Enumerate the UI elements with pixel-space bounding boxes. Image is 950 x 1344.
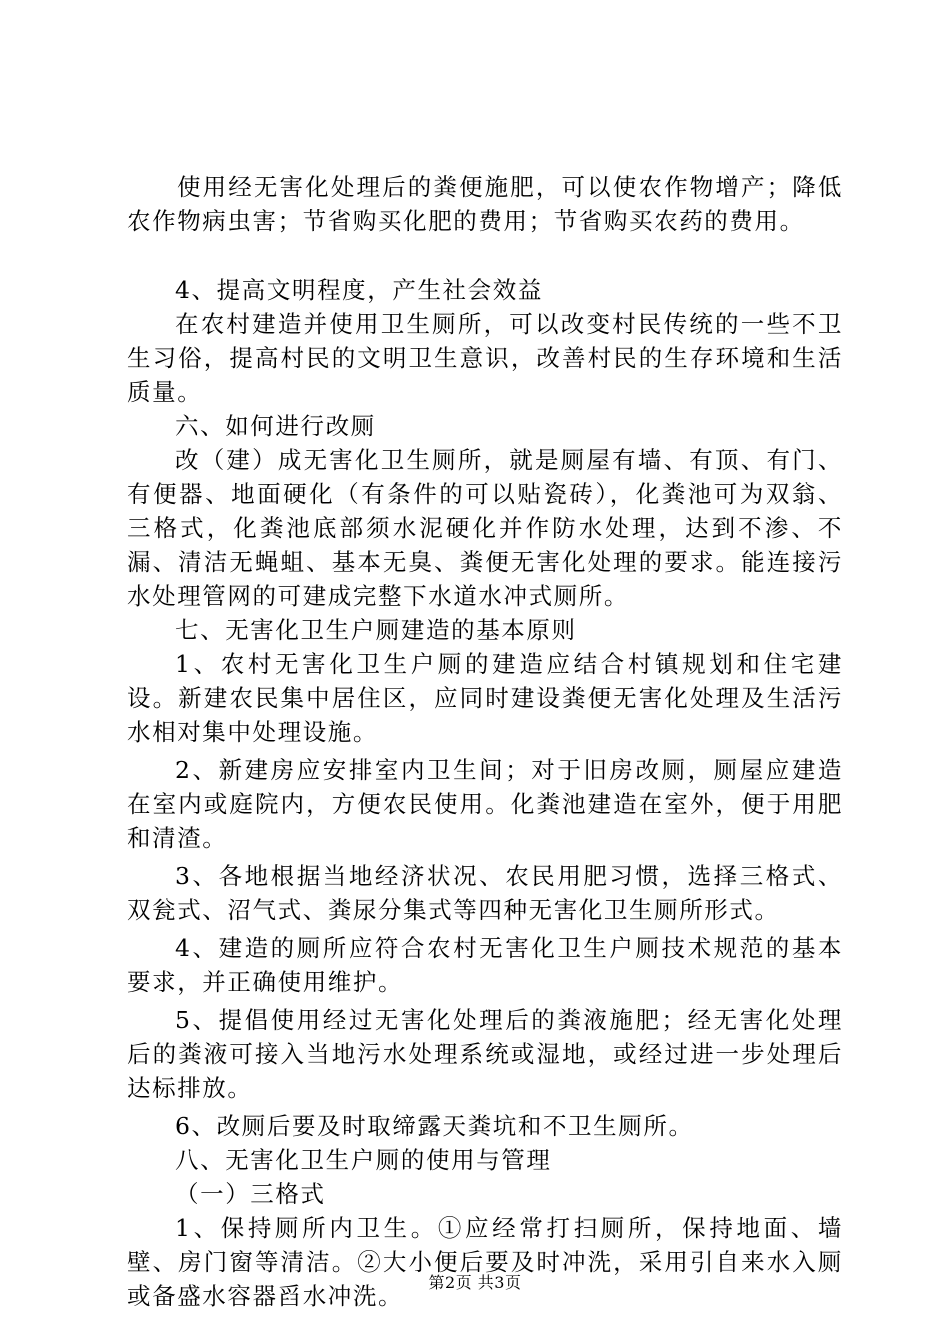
- paragraph-toilet-renovation: 改（建）成无害化卫生厕所，就是厕屋有墙、有顶、有门、有便器、地面硬化（有条件的可以贴瓷砖），化粪池可为双翁、三格式，化粪池底部须水泥硬化并作防水处理，达到不渗、不漏、清洁无蝇蛆、基本无臭、粪便无害化处理的要求。能连接污水处理管网的可建成完整下水道水冲式厕所。: [127, 446, 843, 610]
- paragraph-principle-5: 5、提倡使用经过无害化处理后的粪液施肥；经无害化处理后的粪液可接入当地污水处理系统或湿地，或经过进一步处理后达标排放。: [127, 1006, 843, 1102]
- heading-civilization-benefits: 4、提高文明程度，产生社会效益: [175, 276, 543, 304]
- paragraph-social-benefits: 在农村建造并使用卫生厕所，可以改变村民传统的一些不卫生习俗，提高村民的文明卫生意识，改善村民的生存环境和生活质量。: [127, 310, 843, 406]
- paragraph-principle-2: 2、新建房应安排室内卫生间；对于旧房改厕，厕屋应建造在室内或庭院内，方便农民使用。化粪池建造在室外，便于用肥和清渣。: [127, 756, 843, 852]
- heading-section-seven: 七、无害化卫生户厕建造的基本原则: [175, 616, 577, 644]
- heading-three-compartment: （一）三格式: [175, 1180, 326, 1208]
- paragraph-fertilizer-benefits: 使用经无害化处理后的粪便施肥，可以使农作物增产；降低农作物病虫害；节省购买化肥的费用；节省购买农药的费用。: [127, 173, 843, 235]
- paragraph-keep-clean: 1、保持厕所内卫生。①应经常打扫厕所，保持地面、墙壁、房门窗等清洁。②大小便后要及时冲洗，采用引自来水入厕或备盛水容器舀水冲洗。: [127, 1214, 843, 1310]
- page-footer: 第2页 共3页: [428, 1273, 522, 1292]
- document-body: [127, 170, 843, 1313]
- heading-section-six: 六、如何进行改厕: [175, 412, 376, 440]
- paragraph-principle-6: 6、改厕后要及时取缔露天粪坑和不卫生厕所。: [175, 1112, 694, 1140]
- paragraph-principle-3: 3、各地根据当地经济状况、农民用肥习惯，选择三格式、双瓮式、沼气式、粪尿分集式等四种无害化卫生厕所形式。: [127, 862, 843, 924]
- heading-section-eight: 八、无害化卫生户厕的使用与管理: [175, 1146, 552, 1174]
- paragraph-principle-4: 4、建造的厕所应符合农村无害化卫生户厕技术规范的基本要求，并正确使用维护。: [127, 934, 843, 996]
- paragraph-principle-1: 1、农村无害化卫生户厕的建造应结合村镇规划和住宅建设。新建农民集中居住区，应同时建设粪便无害化处理及生活污水相对集中处理设施。: [127, 650, 843, 746]
